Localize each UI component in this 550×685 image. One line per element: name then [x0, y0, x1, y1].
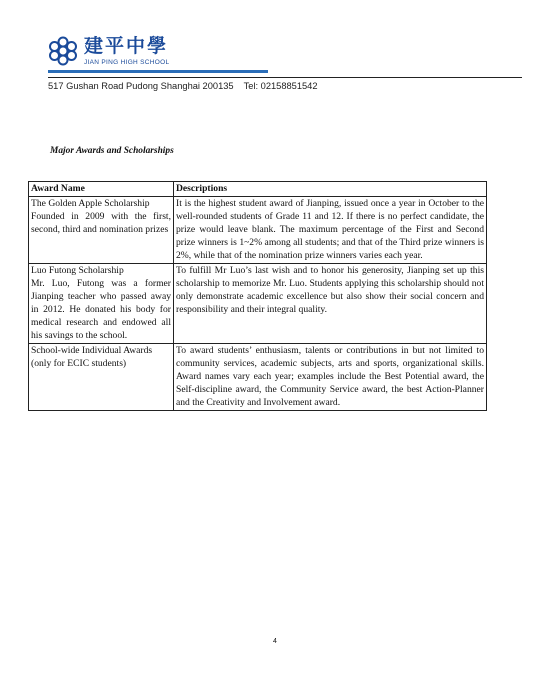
- award-name-detail: Founded in 2009 with the first, second, third and nomination prizes: [31, 211, 171, 235]
- table-row: [29, 264, 487, 344]
- award-name: School-wide Individual Awards: [31, 345, 153, 356]
- award-name-cell: [29, 264, 174, 344]
- award-name-detail: (only for ECIC students): [31, 358, 127, 369]
- header-accent-bar: [48, 70, 268, 73]
- award-description: It is the highest student award of Jianping, issued once a year in October to the well-rounded students of Grade 11 and 12. If there is no perfect candidate, the prize would leave blank. The maximum percentage of the First and Second prize winners is 1~2% among all students; and that of the Third prize winners is 2%, while that of the nomination prize winners varies each year.: [174, 197, 487, 264]
- award-name-cell: [29, 344, 174, 411]
- table-row: [29, 344, 487, 411]
- school-name-chinese: 建平中學: [84, 35, 169, 57]
- school-address-line: [48, 81, 318, 91]
- column-header-descriptions: Descriptions: [174, 182, 487, 197]
- header-divider: [48, 77, 522, 78]
- telephone-text: Tel: 02158851542: [243, 81, 318, 91]
- page-number: 4: [273, 638, 277, 645]
- award-name: Luo Futong Scholarship: [31, 265, 124, 276]
- awards-table: [28, 181, 487, 411]
- award-description: To award students’ enthusiasm, talents or contributions in but not limited to community services, academic subjects, arts and sports, organizational skills. Award names vary each year; examples include the Best Potential award, the Self-discipline award, the Community Service award, the best Action-Planner and the Creativity and Involvement award.: [174, 344, 487, 411]
- school-name-english: JIAN PING HIGH SCHOOL: [84, 59, 170, 66]
- award-description: To fulfill Mr Luo’s last wish and to honor his generosity, Jianping set up this scholarship to memorize Mr. Luo. Students applying this scholarship should not only demonstrate academic excellence but also show their social concern and responsibility and their integral quality.: [174, 264, 487, 344]
- address-text: 517 Gushan Road Pudong Shanghai 200135: [48, 81, 234, 91]
- table-row: [29, 197, 487, 264]
- school-logo-icon: [48, 36, 78, 66]
- award-name-detail: Mr. Luo, Futong was a former Jianping teacher who passed away in 2012. He donated his body for medical research and endowed all his savings to the school.: [31, 278, 171, 341]
- column-header-award-name: Award Name: [29, 182, 174, 197]
- page-header: [48, 34, 522, 80]
- section-title: Major Awards and Scholarships: [50, 146, 174, 156]
- award-name-cell: [29, 197, 174, 264]
- table-header-row: [29, 182, 487, 197]
- award-name: The Golden Apple Scholarship: [31, 198, 150, 209]
